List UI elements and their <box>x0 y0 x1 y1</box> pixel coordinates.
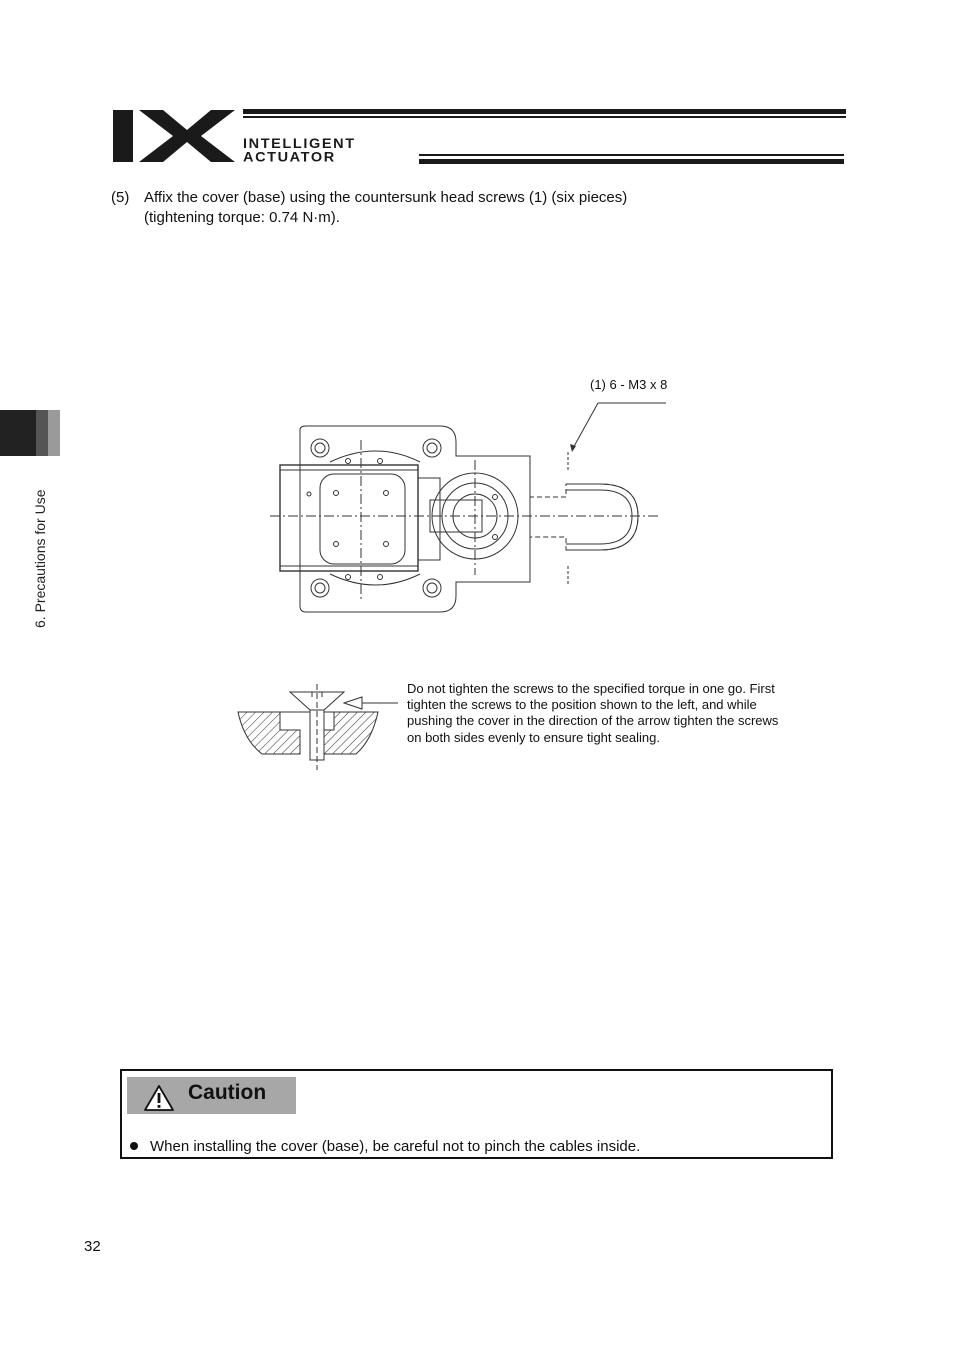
ix-logo <box>111 108 236 164</box>
tightening-note <box>407 681 822 746</box>
figure-callout: (1) 6 - M3 x 8 <box>590 377 668 392</box>
note-line: tighten the screws to the position shown to the left, and while <box>407 697 757 713</box>
header-rule <box>419 159 844 164</box>
step-number: (5) <box>111 189 130 206</box>
page-number: 32 <box>84 1238 101 1255</box>
note-line: pushing the cover in the direction of the arrow tighten the screws <box>407 713 779 729</box>
step-text: (tightening torque: 0.74 N·m). <box>144 209 340 226</box>
warning-triangle-icon <box>143 1084 175 1112</box>
chapter-tab-stripe <box>48 410 60 456</box>
caution-item: When installing the cover (base), be careful not to pinch the cables inside. <box>150 1138 641 1155</box>
logo-line-2: ACTUATOR <box>243 150 336 166</box>
logo-line-1: INTELLIGENT <box>243 136 356 152</box>
screw-detail-drawing <box>232 682 402 772</box>
chapter-label: 6. Precautions for Use <box>32 489 48 628</box>
logo-wordmark <box>243 138 356 165</box>
note-line: on both sides evenly to ensure tight sealing. <box>407 729 660 745</box>
note-line: Do not tighten the screws to the specified torque in one go. First <box>407 681 775 696</box>
header-rule <box>243 116 846 118</box>
caution-title: Caution <box>188 1081 267 1104</box>
chapter-tab-stripe <box>36 410 48 456</box>
header-rule <box>243 109 846 114</box>
chapter-tab <box>0 410 36 456</box>
bullet-point <box>130 1142 138 1150</box>
header-rule <box>419 154 844 156</box>
step-text: Affix the cover (base) using the countersunk head screws (1) (six pieces) <box>144 189 628 206</box>
cover-drawing <box>260 395 680 620</box>
